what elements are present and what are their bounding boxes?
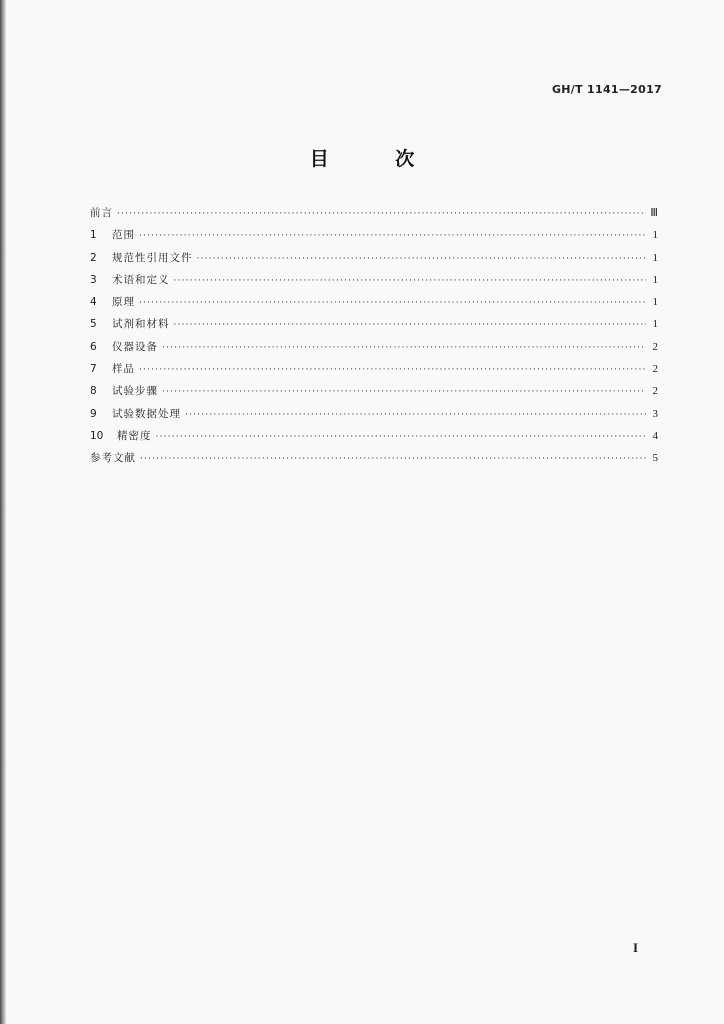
toc-entry-number: 3 xyxy=(90,273,97,286)
toc-leader-dots xyxy=(140,448,646,470)
toc-entry-label: 原理 xyxy=(112,296,135,309)
toc-entry-number: 6 xyxy=(90,340,97,353)
toc-entry-normative-references[interactable] xyxy=(90,247,658,269)
toc-entry-scope[interactable] xyxy=(90,224,658,246)
toc-leader-dots xyxy=(117,203,646,225)
toc-entry-number: 5 xyxy=(90,318,97,331)
toc-entry-number: 8 xyxy=(90,385,97,398)
toc-entry-page: Ⅲ xyxy=(650,207,658,219)
toc-leader-dots xyxy=(139,225,646,247)
toc-entry-number: 7 xyxy=(90,363,97,376)
toc-entry-number: 2 xyxy=(90,251,97,264)
toc-entry-precision[interactable] xyxy=(90,425,658,447)
toc-entry-number: 4 xyxy=(90,296,97,309)
toc-leader-dots xyxy=(156,426,647,448)
toc-entry-number: 1 xyxy=(90,229,97,242)
toc-entry-page: 5 xyxy=(652,452,658,465)
toc-entry-label: 参考文献 xyxy=(90,452,136,465)
toc-entry-page: 1 xyxy=(652,251,658,264)
toc-entry-number: 10 xyxy=(90,429,104,442)
toc-entry-page: 3 xyxy=(652,407,658,420)
toc-entry-principle[interactable] xyxy=(90,291,658,313)
toc-entry-page: 2 xyxy=(652,385,658,398)
toc-entry-label: 精密度 xyxy=(117,429,152,442)
toc-entry-page: 2 xyxy=(652,340,658,353)
toc-entry-page: 1 xyxy=(652,318,658,331)
toc-entry-procedure[interactable] xyxy=(90,380,658,402)
toc-leader-dots xyxy=(197,248,647,270)
toc-entry-label: 术语和定义 xyxy=(112,273,170,286)
toc-entry-page: 1 xyxy=(652,273,658,286)
page-number: I xyxy=(632,940,638,955)
toc-entry-data-processing[interactable] xyxy=(90,403,658,425)
toc-entry-number: 9 xyxy=(90,407,97,420)
toc-entry-label: 样品 xyxy=(112,363,135,376)
toc-leader-dots xyxy=(174,314,647,336)
toc-entry-page: 2 xyxy=(652,363,658,376)
toc-entry-page: 4 xyxy=(652,429,658,442)
toc-leader-dots xyxy=(185,404,646,426)
toc-leader-dots xyxy=(139,359,646,381)
table-of-contents xyxy=(90,202,658,470)
toc-entry-page: 1 xyxy=(652,296,658,309)
toc-entry-bibliography[interactable] xyxy=(90,447,658,469)
toc-entry-reagents[interactable] xyxy=(90,313,658,335)
toc-entry-foreword[interactable] xyxy=(90,202,658,224)
toc-entry-label: 试验数据处理 xyxy=(112,407,181,420)
toc-entry-label: 前言 xyxy=(90,207,113,219)
toc-entry-label: 试验步骤 xyxy=(112,385,158,398)
toc-leader-dots xyxy=(139,292,646,314)
document-code: GH/T 1141—2017 xyxy=(551,83,662,96)
toc-entry-label: 范围 xyxy=(112,229,135,242)
toc-entry-label: 试剂和材料 xyxy=(112,318,170,331)
toc-leader-dots xyxy=(162,381,646,403)
toc-leader-dots xyxy=(174,270,647,292)
toc-entry-apparatus[interactable] xyxy=(90,336,658,358)
toc-entry-page: 1 xyxy=(652,229,658,242)
toc-entry-terms-definitions[interactable] xyxy=(90,269,658,291)
toc-entry-label: 仪器设备 xyxy=(112,340,158,353)
toc-title: 目 次 xyxy=(309,148,445,170)
toc-leader-dots xyxy=(162,337,646,359)
toc-entry-samples[interactable] xyxy=(90,358,658,380)
toc-entry-label: 规范性引用文件 xyxy=(112,251,193,264)
